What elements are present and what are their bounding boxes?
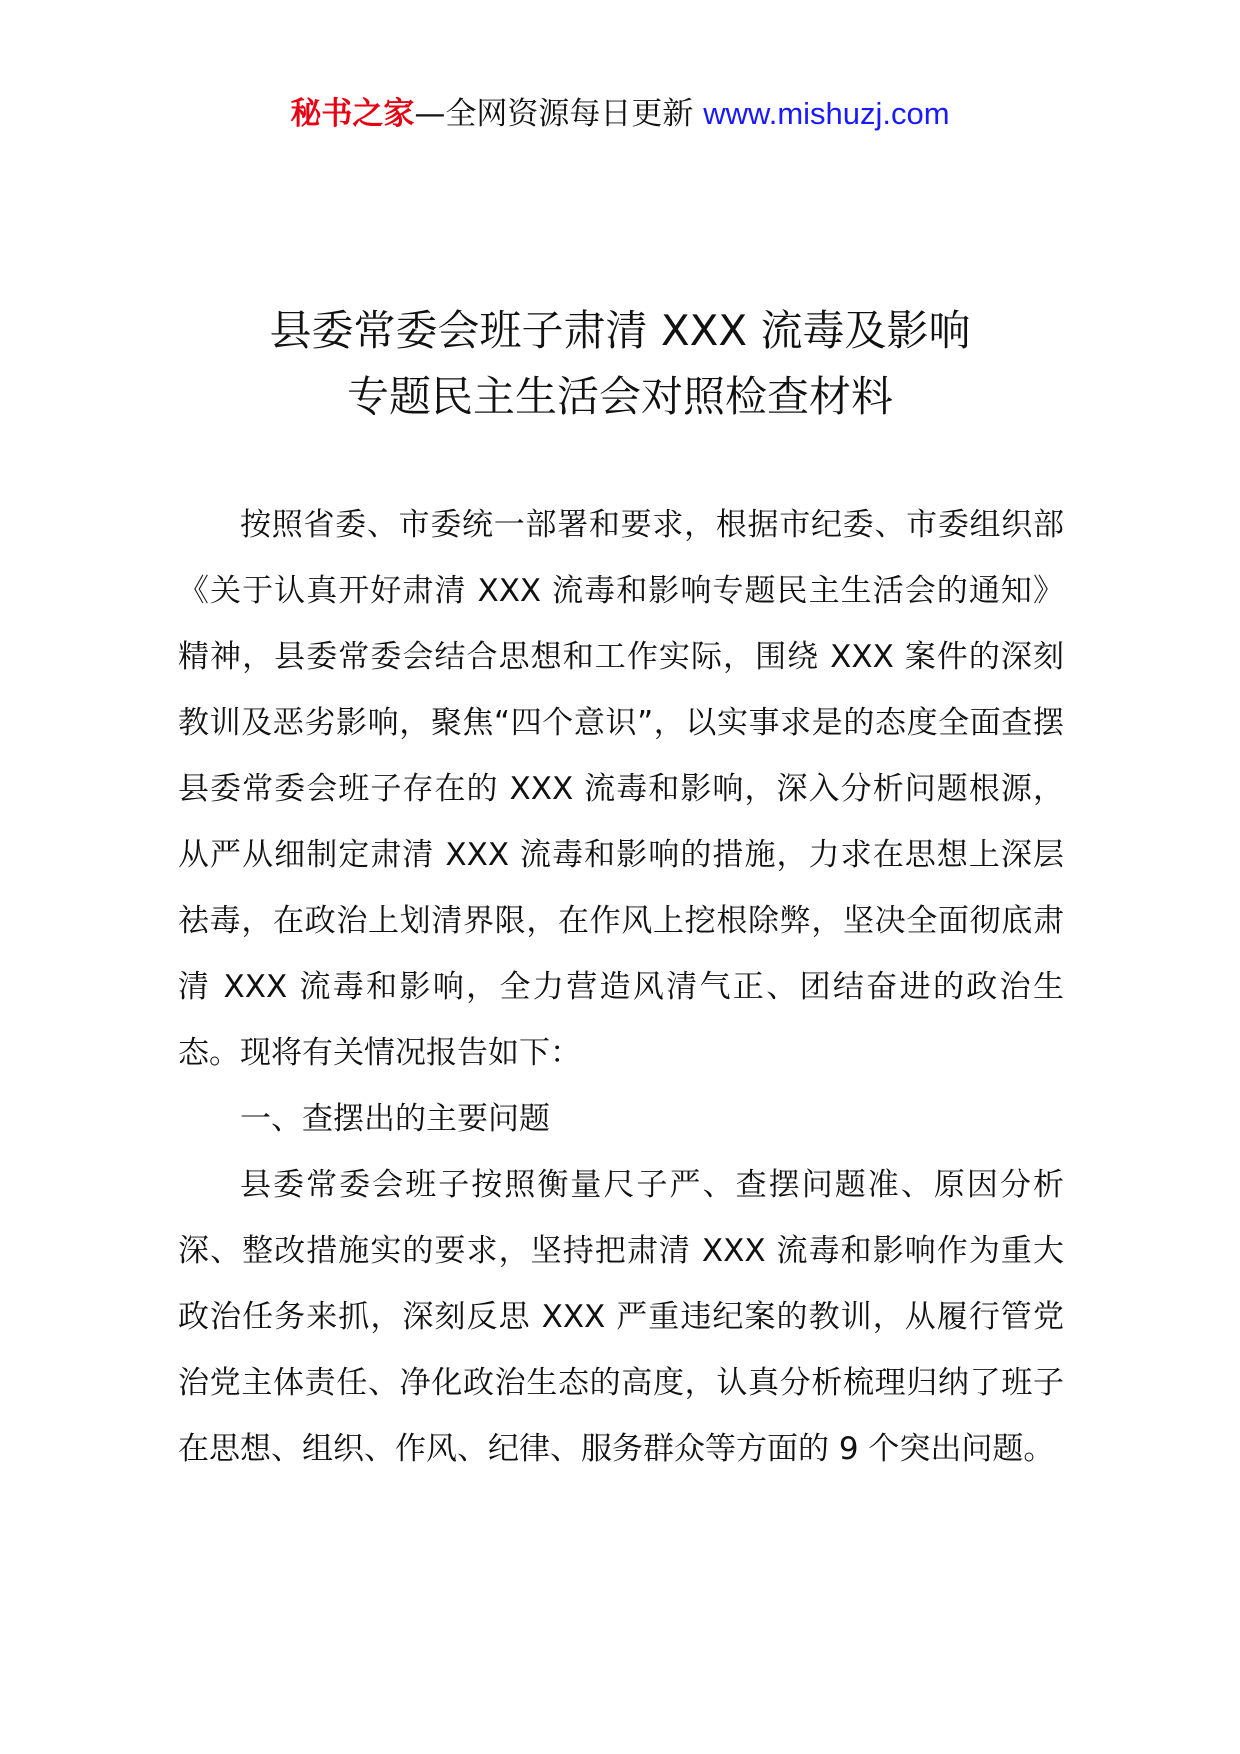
header-tagline: —全网资源每日更新 bbox=[414, 96, 704, 132]
title-line-2: 专题民主生活会对照检查材料 bbox=[346, 372, 893, 421]
document-title bbox=[0, 298, 1240, 430]
document-body bbox=[178, 492, 1064, 1482]
header-banner bbox=[0, 94, 1240, 134]
body-paragraph-2: 县委常委会班子按照衡量尺子严、查摆问题准、原因分析深、整改措施实的要求，坚持把肃清 XXX 流毒和影响作为重大政治任务来抓，深刻反思 XXX 严重违纪案的教训，从履行管党治党主体责任、净化政治生态的高度，认真分析梳理归纳了班子在思想、组织、作风、纪律、服务群众等方面的 9 个突出问题。 bbox=[178, 1167, 1064, 1467]
title-line-1: 县委常委会班子肃清 XXX 流毒及影响 bbox=[269, 306, 971, 355]
section-heading-1: 一、查摆出的主要问题 bbox=[240, 1101, 550, 1137]
brand-name: 秘书之家 bbox=[290, 96, 415, 132]
site-url-link[interactable]: www.mishuzj.com bbox=[703, 96, 950, 131]
body-paragraph-1: 按照省委、市委统一部署和要求，根据市纪委、市委组织部《关于认真开好肃清 XXX 流毒和影响专题民主生活会的通知》精神，县委常委会结合思想和工作实际，围绕 XXX 案件的深刻教训及恶劣影响，聚焦“四个意识”，以实事求是的态度全面查摆县委常委会班子存在的 XXX 流毒和影响，深入分析问题根源，从严从细制定肃清 XXX 流毒和影响的措施，力求在思想上深层祛毒，在政治上划清界限，在作风上挖根除弊，坚决全面彻底肃清 XXX 流毒和影响，全力营造风清气正、团结奋进的政治生态。现将有关情况报告如下： bbox=[178, 507, 1064, 1071]
